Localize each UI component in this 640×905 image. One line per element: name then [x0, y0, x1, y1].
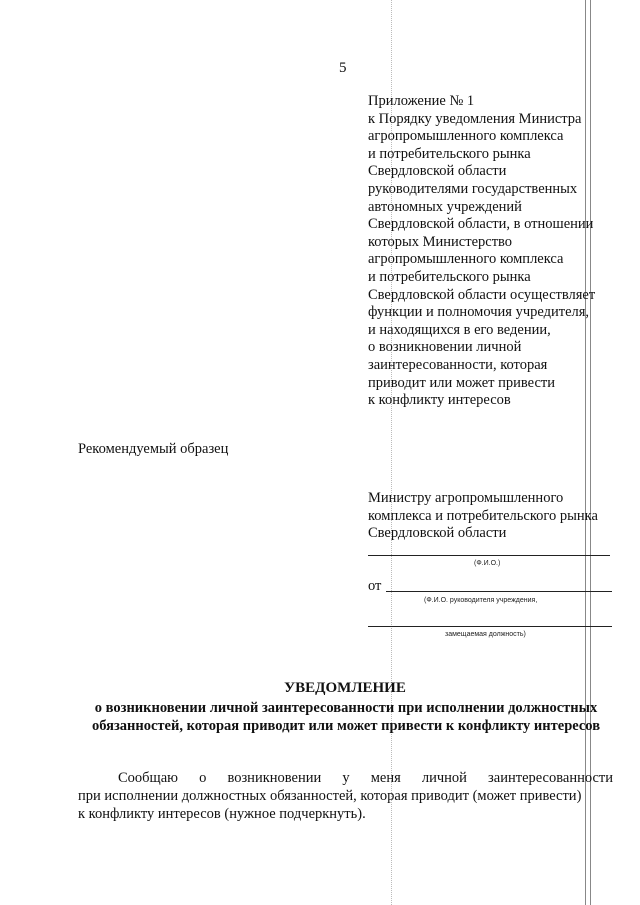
appendix-line: приводит или может привести: [368, 374, 555, 391]
body-line: Сообщаю о возникновении у меня личной заинтересованности: [118, 770, 613, 786]
fio-underline: [368, 555, 610, 556]
addressee-line: комплекса и потребительского рынка: [368, 507, 598, 524]
appendix-line: агропромышленного комплекса: [368, 251, 564, 268]
notice-body: [78, 769, 613, 823]
page-number: 5: [339, 60, 347, 76]
position-underline: [368, 626, 612, 627]
from-label: от: [368, 578, 382, 594]
appendix-line: руководителями государственных: [368, 180, 578, 197]
addressee-line: Свердловской области: [368, 525, 507, 542]
appendix-line: заинтересованности, которая: [368, 356, 548, 373]
appendix-line: Свердловской области осуществляет: [368, 286, 596, 303]
position-caption: замещаемая должность): [445, 631, 526, 638]
body-line: к конфликту интересов (нужное подчеркнуть).: [78, 806, 366, 822]
appendix-line: Свердловской области, в отношении: [368, 216, 594, 233]
subtitle-line: о возникновении личной заинтересованности при исполнении должностных: [94, 700, 598, 716]
body-line: при исполнении должностных обязанностей, которая приводит (может привести): [78, 788, 582, 804]
appendix-line: которых Министерство: [368, 233, 513, 250]
document-subtitle: [80, 699, 612, 735]
appendix-line: Свердловской области: [368, 163, 507, 180]
appendix-line: агропромышленного комплекса: [368, 128, 564, 145]
head-name-underline: [386, 591, 612, 592]
appendix-line: о возникновении личной: [368, 339, 522, 356]
fio-caption: (Ф.И.О.): [474, 560, 501, 567]
document-title: УВЕДОМЛЕНИЕ: [284, 680, 406, 696]
sample-label: Рекомендуемый образец: [78, 441, 229, 457]
appendix-line: к Порядку уведомления Министра: [368, 110, 582, 127]
appendix-header: [368, 93, 618, 410]
appendix-line: и находящихся в его ведении,: [368, 321, 551, 338]
head-name-caption: (Ф.И.О. руководителя учреждения,: [424, 597, 538, 604]
subtitle-line: обязанностей, которая приводит или может привести к конфликту интересов: [91, 718, 601, 734]
addressee-block: [368, 490, 598, 543]
appendix-line: автономных учреждений: [368, 198, 522, 215]
appendix-line: Приложение № 1: [368, 93, 475, 109]
appendix-line: к конфликту интересов: [368, 392, 511, 409]
appendix-line: функции и полномочия учредителя,: [368, 304, 590, 321]
appendix-line: и потребительского рынка: [368, 145, 531, 162]
appendix-line: и потребительского рынка: [368, 268, 531, 285]
addressee-line: Министру агропромышленного: [368, 490, 564, 506]
